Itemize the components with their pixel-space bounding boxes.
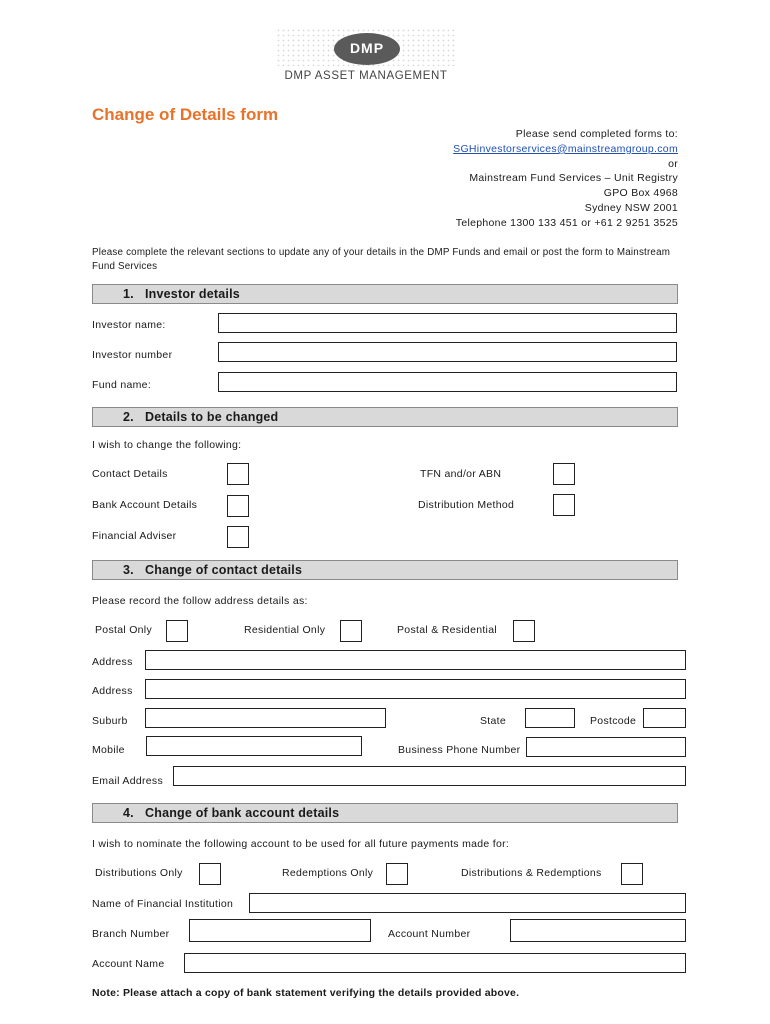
financial-adviser-label: Financial Adviser — [92, 530, 177, 542]
section-1-header — [92, 284, 678, 304]
bank-account-details-checkbox[interactable] — [227, 495, 249, 517]
contact-organisation: Mainstream Fund Services – Unit Registry — [469, 172, 678, 185]
fund-name-label: Fund name: — [92, 379, 152, 391]
logo-caption: DMP ASSET MANAGEMENT — [284, 70, 448, 82]
address-1-label: Address — [92, 656, 133, 668]
section-title: Investor details — [145, 287, 240, 301]
address-1-field[interactable] — [145, 650, 686, 670]
address-2-label: Address — [92, 685, 133, 697]
branch-number-field[interactable] — [189, 919, 371, 942]
section-3-header — [92, 560, 678, 580]
section-title: Change of contact details — [145, 563, 303, 577]
distribution-method-checkbox[interactable] — [553, 494, 575, 516]
dmp-logo-mark — [334, 33, 400, 65]
page-title: Change of Details form — [92, 105, 279, 124]
payments-lead-text: I wish to nominate the following account to be used for all future payments made for: — [92, 838, 510, 850]
postal-residential-checkbox[interactable] — [513, 620, 535, 642]
contact-city: Sydney NSW 2001 — [584, 201, 678, 214]
branch-number-label: Branch Number — [92, 928, 170, 940]
bank-account-details-label: Bank Account Details — [92, 499, 198, 511]
redemptions-only-label: Redemptions Only — [282, 867, 374, 879]
intro-text: Please complete the relevant sections to update any of your details in the DMP Funds and email or post the form to Mainstream Fund Services — [92, 247, 671, 272]
redemptions-only-checkbox[interactable] — [386, 863, 408, 885]
postal-residential-label: Postal & Residential — [397, 624, 497, 636]
residential-only-label: Residential Only — [244, 624, 326, 636]
account-name-field[interactable] — [184, 953, 686, 973]
contact-phone: Telephone 1300 133 451 or +61 2 9251 3525 — [455, 216, 678, 229]
account-name-label: Account Name — [92, 958, 165, 970]
section-number: 2. — [123, 410, 134, 424]
suburb-field[interactable] — [145, 708, 386, 728]
mobile-field[interactable] — [146, 736, 362, 756]
distributions-redemptions-label: Distributions & Redemptions — [461, 867, 602, 879]
business-phone-field[interactable] — [526, 737, 686, 757]
investor-name-field[interactable] — [218, 313, 677, 333]
section-4-header — [92, 803, 678, 823]
distributions-redemptions-checkbox[interactable] — [621, 863, 643, 885]
state-label: State — [480, 715, 507, 727]
business-phone-label: Business Phone Number — [398, 744, 521, 756]
section-number: 3. — [123, 563, 134, 577]
contact-details-checkbox[interactable] — [227, 463, 249, 485]
contact-block — [453, 127, 678, 231]
section-title: Details to be changed — [145, 410, 279, 424]
postcode-label: Postcode — [590, 715, 637, 727]
postal-only-label: Postal Only — [95, 624, 152, 636]
address-2-field[interactable] — [145, 679, 686, 699]
mobile-label: Mobile — [92, 744, 125, 756]
residential-only-checkbox[interactable] — [340, 620, 362, 642]
section-number: 4. — [123, 806, 134, 820]
section-2-header — [92, 407, 678, 427]
state-field[interactable] — [525, 708, 575, 728]
postcode-field[interactable] — [643, 708, 686, 728]
distribution-method-label: Distribution Method — [418, 499, 515, 511]
investor-number-label: Investor number — [92, 349, 173, 361]
investor-number-field[interactable] — [218, 342, 677, 362]
bank-statement-note: Note: Please attach a copy of bank statement verifying the details provided above. — [92, 987, 520, 999]
financial-adviser-checkbox[interactable] — [227, 526, 249, 548]
postal-only-checkbox[interactable] — [166, 620, 188, 642]
distributions-only-label: Distributions Only — [95, 867, 183, 879]
contact-instruction: Please send completed forms to: — [515, 128, 678, 140]
contact-details-label: Contact Details — [92, 468, 168, 480]
account-number-label: Account Number — [388, 928, 471, 940]
address-lead-text: Please record the follow address details as: — [92, 595, 308, 607]
fund-name-field[interactable] — [218, 372, 677, 392]
investor-name-label: Investor name: — [92, 319, 166, 331]
distributions-only-checkbox[interactable] — [199, 863, 221, 885]
change-lead-text: I wish to change the following: — [92, 439, 242, 451]
financial-institution-label: Name of Financial Institution — [92, 898, 234, 910]
contact-or: or — [668, 157, 678, 170]
financial-institution-field[interactable] — [249, 893, 686, 913]
contact-email-link[interactable]: SGHinvestorservices@mainstreamgroup.com — [453, 142, 678, 155]
tfn-abn-checkbox[interactable] — [553, 463, 575, 485]
section-title: Change of bank account details — [145, 806, 340, 820]
tfn-abn-label: TFN and/or ABN — [420, 468, 502, 480]
email-address-field[interactable] — [173, 766, 686, 786]
section-number: 1. — [123, 287, 134, 301]
email-address-label: Email Address — [92, 775, 164, 787]
account-number-field[interactable] — [510, 919, 686, 942]
suburb-label: Suburb — [92, 715, 128, 727]
contact-po-box: GPO Box 4968 — [603, 187, 678, 200]
logo-mark-text: DMP — [349, 40, 385, 56]
